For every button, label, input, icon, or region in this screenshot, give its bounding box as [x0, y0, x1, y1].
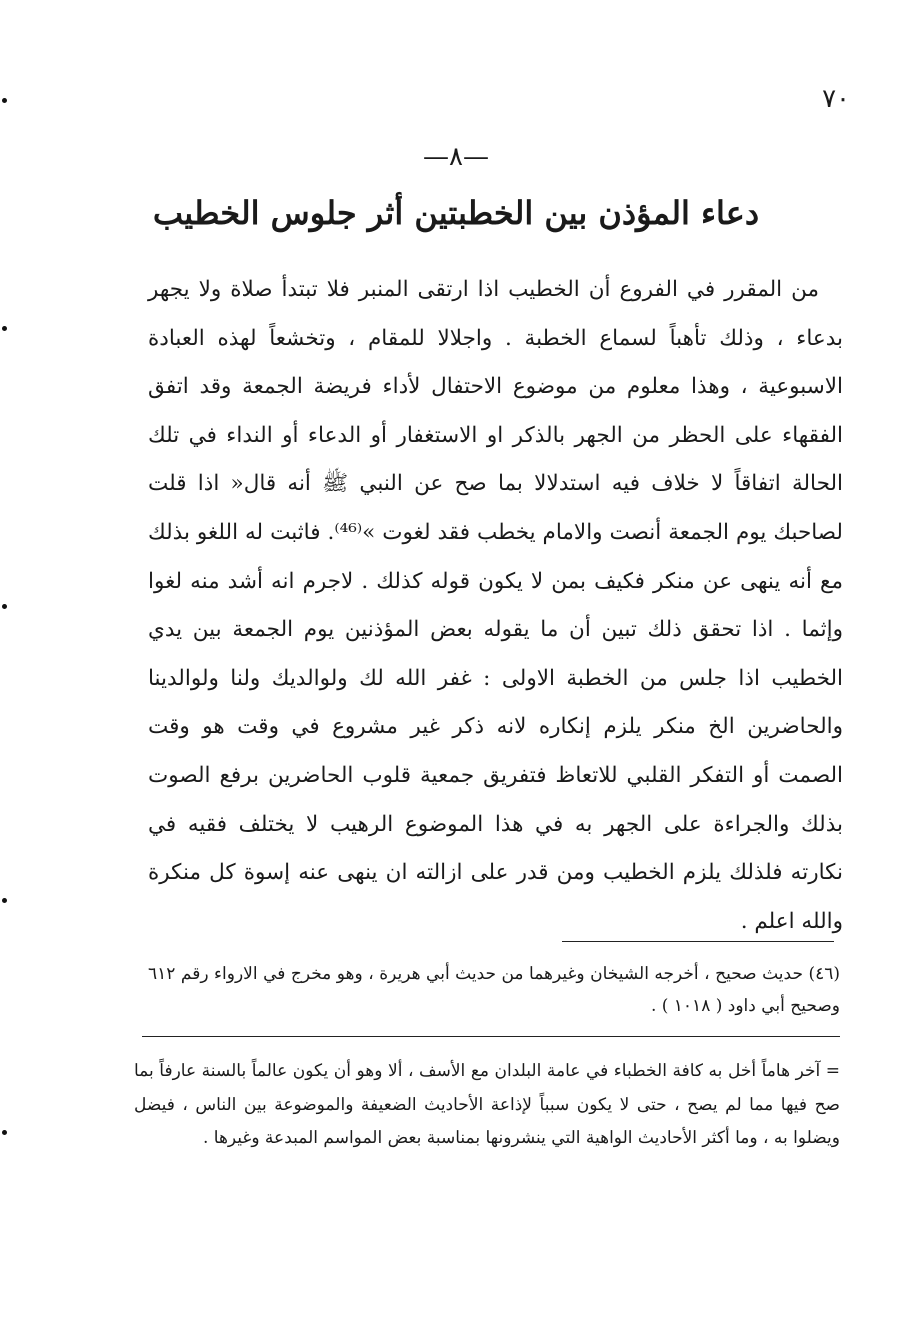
- continuation-divider: [142, 1036, 840, 1037]
- chapter-title: دعاء المؤذن بين الخطبتين أثر جلوس الخطيب: [152, 194, 760, 232]
- footnote-text: (٤٦) حديث صحيح ، أخرجه الشيخان وغيرهما من حديث أبي هريرة ، وهو مخرج في الارواء رقم ٦١٢ وصحيح أبي داود ( ١٠١٨ ) .: [148, 964, 840, 1016]
- main-text: [148, 266, 843, 946]
- margin-mark: [2, 98, 7, 103]
- margin-mark: [2, 1130, 7, 1135]
- margin-mark: [2, 326, 7, 331]
- footnote-46: [148, 958, 840, 1022]
- section-number: —٨—: [423, 142, 489, 172]
- page-number: ٧٠: [822, 84, 850, 114]
- margin-mark: [2, 604, 7, 609]
- main-paragraph: من المقرر في الفروع أن الخطيب اذا ارتقى المنبر فلا تبتدأ صلاة ولا يجهر بدعاء ، وذلك تأهباً لسماع الخطبة . واجلالا للمقام ، وتخشعاً لهذه العبادة الاسبوعية ، وهذا معلوم من موضوع الاحتفال لأداء فريضة الجمعة وقد اتفق الفقهاء على الحظر من الجهر بالذكر او الاستغفار أو الدعاء أو النداء في تلك الحالة اتفاقاً لا خلاف فيه استدلالا بما صح عن النبي ﷺ أنه قال« اذا قلت لصاحبك يوم الجمعة أنصت والامام يخطب فقد لغوت »⁽⁴⁶⁾. فاثبت له اللغو بذلك مع أنه ينهى عن منكر فكيف بمن لا يكون قوله كذلك . لاجرم انه أشد منه لغوا وإثما . اذا تحقق ذلك تبين أن ما يقوله بعض المؤذنين يوم الجمعة بين يدي الخطيب اذا جلس من الخطبة الاولى : غفر الله لك ولوالديك ولنا ولوالدينا والحاضرين الخ منكر يلزم إنكاره لانه ذكر غير مشروع في وقت هو وقت الصمت أو التفكر القلبي للاتعاظ فتفريق جمعية قلوب الحاضرين برفع الصوت بذلك والجراءة على الجهر به في هذا الموضوع الرهيب لا يختلف فقيه في نكارته فلذلك يلزم الخطيب ومن قدر على ازالته ان ينهى عنه إسوة كل منكرة والله اعلم .: [148, 277, 843, 934]
- footnote-continuation: [134, 1055, 840, 1156]
- continuation-text: = آخر هاماً أخل به كافة الخطباء في عامة البلدان مع الأسف ، ألا وهو أن يكون عالماً بالسنة عارفاً بما صح فيها مما لم يصح ، حتى لا يكون سبباً لإذاعة الأحاديث الضعيفة والموضوعة بين الناس ، فيضل ويضلوا به ، وما أكثر الأحاديث الواهية التي ينشرونها بمناسبة بعض المواسم المبدعة وغيرها .: [134, 1061, 840, 1148]
- footnote-divider: [562, 941, 834, 942]
- margin-mark: [2, 898, 7, 903]
